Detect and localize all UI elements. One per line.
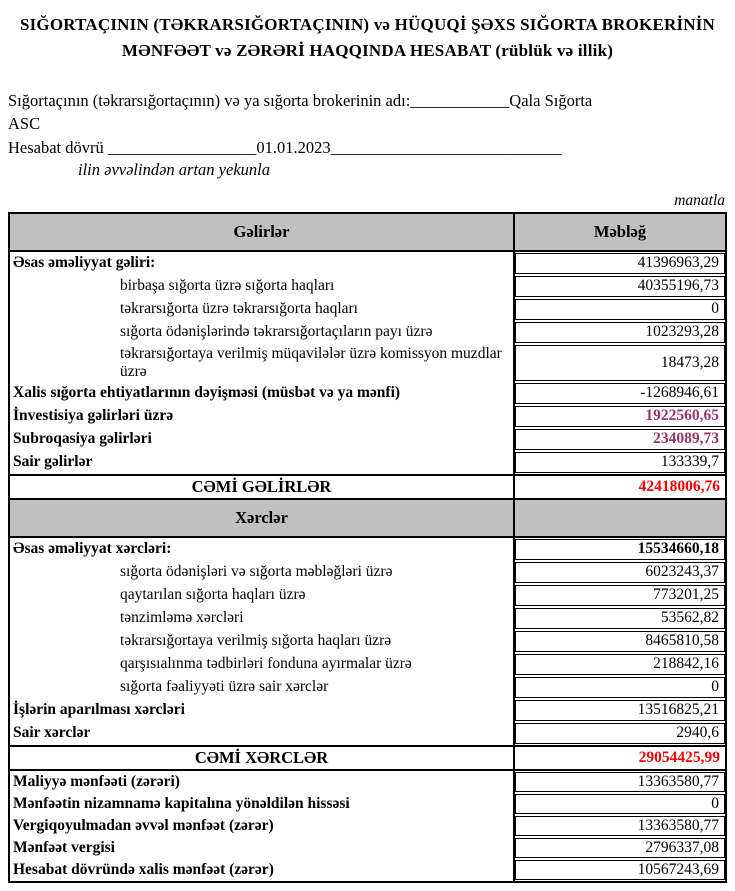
expense-row bbox=[10, 607, 725, 630]
result-row-amount-cell bbox=[515, 793, 725, 815]
currency-note: manatla bbox=[674, 191, 725, 209]
expense-row-amount: 13516825,21 bbox=[515, 700, 725, 721]
expense-row bbox=[10, 653, 725, 676]
income-row-amount-cell bbox=[515, 298, 725, 321]
expense-row-amount-cell bbox=[515, 722, 725, 745]
result-row-amount: 2796337,08 bbox=[515, 838, 725, 858]
expense-row-label: təkrarsığortaya verilmiş sığorta haqları üzrə bbox=[10, 630, 515, 653]
expense-row-label: Əsas əməliyyat xərcləri: bbox=[10, 538, 515, 561]
income-row-amount-cell bbox=[515, 405, 725, 428]
result-row-label: Vergiqoyulmadan əvvəl mənfəət (zərər) bbox=[10, 815, 515, 837]
expense-row-amount: 218842,16 bbox=[515, 654, 725, 675]
result-row-amount-cell bbox=[515, 771, 725, 793]
expense-row-amount-cell bbox=[515, 607, 725, 630]
report-period-value: 01.01.2023 bbox=[256, 137, 331, 157]
result-row-amount: 13363580,77 bbox=[515, 772, 725, 792]
income-row-amount: 0 bbox=[515, 299, 725, 320]
insurer-name-value: Qala Sığorta bbox=[509, 90, 593, 110]
expense-row bbox=[10, 722, 725, 745]
result-section-body bbox=[10, 771, 725, 881]
income-row bbox=[10, 321, 725, 344]
result-row bbox=[10, 837, 725, 859]
expense-row-label: tənzimləmə xərcləri bbox=[10, 607, 515, 630]
income-row-label: sığorta ödənişlərində təkrarsığortaçıların payı üzrə bbox=[10, 321, 515, 344]
result-row-label: Maliyyə mənfəəti (zərəri) bbox=[10, 771, 515, 793]
expense-row-label: sığorta ödənişləri və sığorta məbləğləri üzrə bbox=[10, 561, 515, 584]
result-row-amount-cell bbox=[515, 859, 725, 881]
report-title bbox=[16, 12, 719, 65]
expense-row-amount-cell bbox=[515, 630, 725, 653]
expense-row bbox=[10, 699, 725, 722]
expense-row-amount-cell bbox=[515, 653, 725, 676]
expense-total-row bbox=[10, 745, 725, 771]
income-row bbox=[10, 252, 725, 275]
income-row-amount-cell bbox=[515, 252, 725, 275]
result-row-amount-cell bbox=[515, 837, 725, 859]
expense-row bbox=[10, 538, 725, 561]
expense-row-amount-cell bbox=[515, 699, 725, 722]
expense-row-amount: 773201,25 bbox=[515, 585, 725, 606]
income-row-label: birbaşa sığorta üzrə sığorta haqları bbox=[10, 275, 515, 298]
income-header-label: Gəlirlər bbox=[10, 214, 515, 250]
report-table bbox=[8, 212, 727, 883]
report-period-blank2: ____________________________ bbox=[330, 137, 562, 157]
income-row-amount-cell bbox=[515, 275, 725, 298]
expense-row-label: İşlərin aparılması xərcləri bbox=[10, 699, 515, 722]
income-total-amount: 42418006,76 bbox=[638, 477, 720, 495]
expense-total-label: CƏMİ XƏRCLƏR bbox=[10, 747, 515, 769]
income-section-body bbox=[10, 252, 725, 474]
result-row-label: Hesabat dövründə xalis mənfəət (zərər) bbox=[10, 859, 515, 881]
income-row-label: Sair gəlirlər bbox=[10, 451, 515, 474]
result-row bbox=[10, 815, 725, 837]
insurer-name-line bbox=[8, 89, 727, 136]
insurer-name-value-wrap: ASC bbox=[8, 114, 41, 134]
report-period-line bbox=[8, 136, 727, 159]
result-row bbox=[10, 771, 725, 793]
result-row bbox=[10, 859, 725, 881]
income-row bbox=[10, 451, 725, 474]
income-row-amount-cell bbox=[515, 344, 725, 382]
report-title-line2: MƏNFƏƏT və ZƏRƏRİ HAQQINDA HESABAT (rüblük və illik) bbox=[121, 41, 614, 61]
income-row-amount-cell bbox=[515, 321, 725, 344]
expense-header-amount-spacer bbox=[515, 500, 725, 536]
result-row bbox=[10, 793, 725, 815]
report-title-line1: SIĞORTAÇININ (TƏKRARSIĞORTAÇININ) və HÜQUQİ ŞƏXS SIĞORTA BROKERİNİN bbox=[19, 15, 716, 34]
report-period-label: Hesabat dövrü bbox=[8, 137, 104, 157]
result-row-amount: 13363580,77 bbox=[515, 816, 725, 836]
expense-row-label: Sair xərclər bbox=[10, 722, 515, 745]
income-row-amount: 1922560,65 bbox=[515, 406, 725, 427]
expense-row-amount-cell bbox=[515, 676, 725, 699]
expense-row-amount-cell bbox=[515, 538, 725, 561]
income-row-amount-cell bbox=[515, 382, 725, 405]
expense-row bbox=[10, 676, 725, 699]
income-total-row bbox=[10, 474, 725, 500]
expense-row-amount: 0 bbox=[515, 677, 725, 698]
income-row-label: İnvestisiya gəlirləri üzrə bbox=[10, 405, 515, 428]
income-row bbox=[10, 405, 725, 428]
income-row bbox=[10, 275, 725, 298]
income-row-label: Əsas əməliyyat gəliri: bbox=[10, 252, 515, 275]
result-row-label: Mənfəət vergisi bbox=[10, 837, 515, 859]
expense-section-header bbox=[10, 500, 725, 538]
cumulative-note: ilin əvvəlindən artan yekunla bbox=[78, 159, 270, 179]
expense-row-amount: 53562,82 bbox=[515, 608, 725, 629]
expense-row bbox=[10, 561, 725, 584]
expense-row-amount-cell bbox=[515, 561, 725, 584]
income-row-amount-cell bbox=[515, 451, 725, 474]
expense-section-body bbox=[10, 538, 725, 745]
income-row-amount: 1023293,28 bbox=[515, 322, 725, 343]
income-row bbox=[10, 344, 725, 382]
amount-column-header: Məbləğ bbox=[593, 221, 647, 241]
expense-row-amount: 15534660,18 bbox=[515, 539, 725, 560]
expense-row-amount: 2940,6 bbox=[515, 723, 725, 744]
expense-total-amount: 29054425,99 bbox=[638, 748, 720, 766]
result-row-amount: 0 bbox=[515, 794, 725, 814]
income-row-amount: -1268946,61 bbox=[515, 383, 725, 404]
expense-row-amount-cell bbox=[515, 584, 725, 607]
income-row-label: təkrarsığorta üzrə təkrarsığorta haqları bbox=[10, 298, 515, 321]
expense-row-label: qarşısıalınma tədbirləri fonduna ayırmalar üzrə bbox=[10, 653, 515, 676]
income-row-label: Subroqasiya gəlirləri bbox=[10, 428, 515, 451]
expense-row-amount: 6023243,37 bbox=[515, 562, 725, 583]
result-row-label: Mənfəətin nizamnamə kapitalına yönəldilən hissəsi bbox=[10, 793, 515, 815]
result-row-amount-cell bbox=[515, 815, 725, 837]
insurer-name-blank: ____________ bbox=[410, 90, 510, 110]
expense-row-label: qaytarılan sığorta haqları üzrə bbox=[10, 584, 515, 607]
expense-row-amount: 8465810,58 bbox=[515, 631, 725, 652]
income-row-amount: 40355196,73 bbox=[515, 276, 725, 297]
expense-row bbox=[10, 584, 725, 607]
income-row bbox=[10, 382, 725, 405]
income-row-amount: 18473,28 bbox=[515, 345, 725, 381]
expense-row bbox=[10, 630, 725, 653]
report-period-blank1: __________________ bbox=[107, 137, 257, 157]
result-row-amount: 10567243,69 bbox=[515, 860, 725, 880]
income-row bbox=[10, 428, 725, 451]
income-row bbox=[10, 298, 725, 321]
income-row-amount-cell bbox=[515, 428, 725, 451]
income-total-label: CƏMİ GƏLİRLƏR bbox=[10, 476, 515, 498]
income-row-amount: 234089,73 bbox=[515, 429, 725, 450]
expense-row-label: sığorta fəaliyyəti üzrə sair xərclər bbox=[10, 676, 515, 699]
income-row-amount: 41396963,29 bbox=[515, 253, 725, 274]
income-row-label: təkrarsığortaya verilmiş müqavilələr üzrə komissyon muzdlar üzrə bbox=[10, 344, 515, 382]
income-section-header bbox=[10, 214, 725, 252]
income-row-amount: 133339,7 bbox=[515, 452, 725, 473]
expense-header-label: Xərclər bbox=[10, 500, 515, 536]
income-row-label: Xalis sığorta ehtiyatlarının dəyişməsi (müsbət və ya mənfi) bbox=[10, 382, 515, 405]
insurer-name-label: Sığortaçının (təkrarsığortaçının) və ya sığorta brokerinin adı: bbox=[8, 90, 411, 110]
